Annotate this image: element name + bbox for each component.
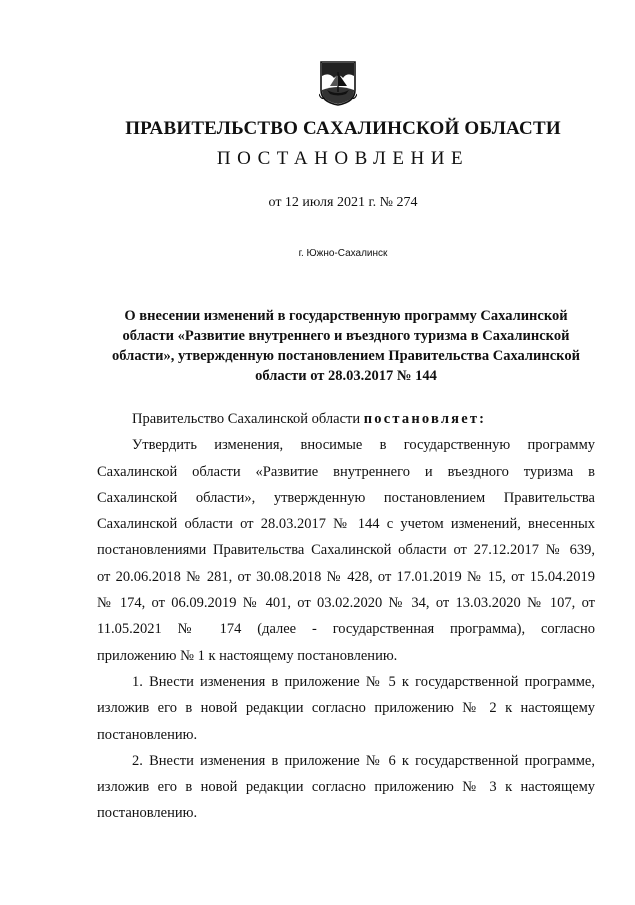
- paragraph-line: Сахалинской области», утвержденную постановлением Правительства: [97, 489, 595, 506]
- date-and-number: от 12 июля 2021 г. № 274: [268, 195, 418, 210]
- title-line: области от 28.03.2017 № 144: [255, 368, 437, 384]
- organization-name: ПРАВИТЕЛЬСТВО САХАЛИНСКОЙ ОБЛАСТИ: [125, 118, 561, 139]
- paragraph-line: Сахалинской области от 28.03.2017 № 144 с учетом изменений, внесенных: [97, 516, 595, 533]
- item-line: 1. Внести изменения в приложение № 5 к государственной программе,: [132, 673, 595, 690]
- item-line: постановлению.: [97, 805, 198, 822]
- paragraph-line: № 174, от 06.09.2019 № 401, от 03.02.2020 № 34, от 13.03.2020 № 107, от: [97, 595, 595, 612]
- title-line: области», утвержденную постановлением Правительства Сахалинской: [112, 348, 580, 364]
- item-line: 2. Внести изменения в приложение № 6 к государственной программе,: [132, 752, 595, 769]
- decree-word: постановляет:: [363, 411, 487, 427]
- document-type: ПОСТАНОВЛЕНИЕ: [216, 148, 470, 169]
- paragraph-line: Сахалинской области «Развитие внутреннего и въездного туризма в: [97, 463, 595, 480]
- document-title: [97, 306, 595, 386]
- paragraph-line: Утвердить изменения, вносимые в государственную программу: [132, 437, 595, 454]
- paragraph-line: постановлениями Правительства Сахалинской области от 27.12.2017 № 639,: [97, 542, 595, 559]
- decree-prefix: Правительство Сахалинской области: [132, 411, 364, 427]
- document-body: [97, 406, 595, 827]
- decree-line: [97, 406, 595, 432]
- item-line: постановлению.: [97, 726, 198, 743]
- item-line: изложив его в новой редакции согласно приложению № 2 к настоящему: [97, 700, 595, 717]
- sakhalin-coat-of-arms-icon: [319, 60, 357, 106]
- paragraph-line: приложению № 1 к настоящему постановлению.: [97, 647, 398, 664]
- title-line: О внесении изменений в государственную программу Сахалинской: [124, 308, 568, 324]
- paragraph-line: от 20.06.2018 № 281, от 30.08.2018 № 428, от 17.01.2019 № 15, от 15.04.2019: [97, 568, 595, 585]
- title-line: области «Развитие внутреннего и въездного туризма в Сахалинской: [122, 328, 570, 344]
- item-line: изложив его в новой редакции согласно приложению № 3 к настоящему: [97, 779, 595, 796]
- paragraph-line: 11.05.2021 № 174 (далее - государственная программа), согласно: [97, 621, 595, 638]
- city-name: г. Южно-Сахалинск: [298, 248, 388, 259]
